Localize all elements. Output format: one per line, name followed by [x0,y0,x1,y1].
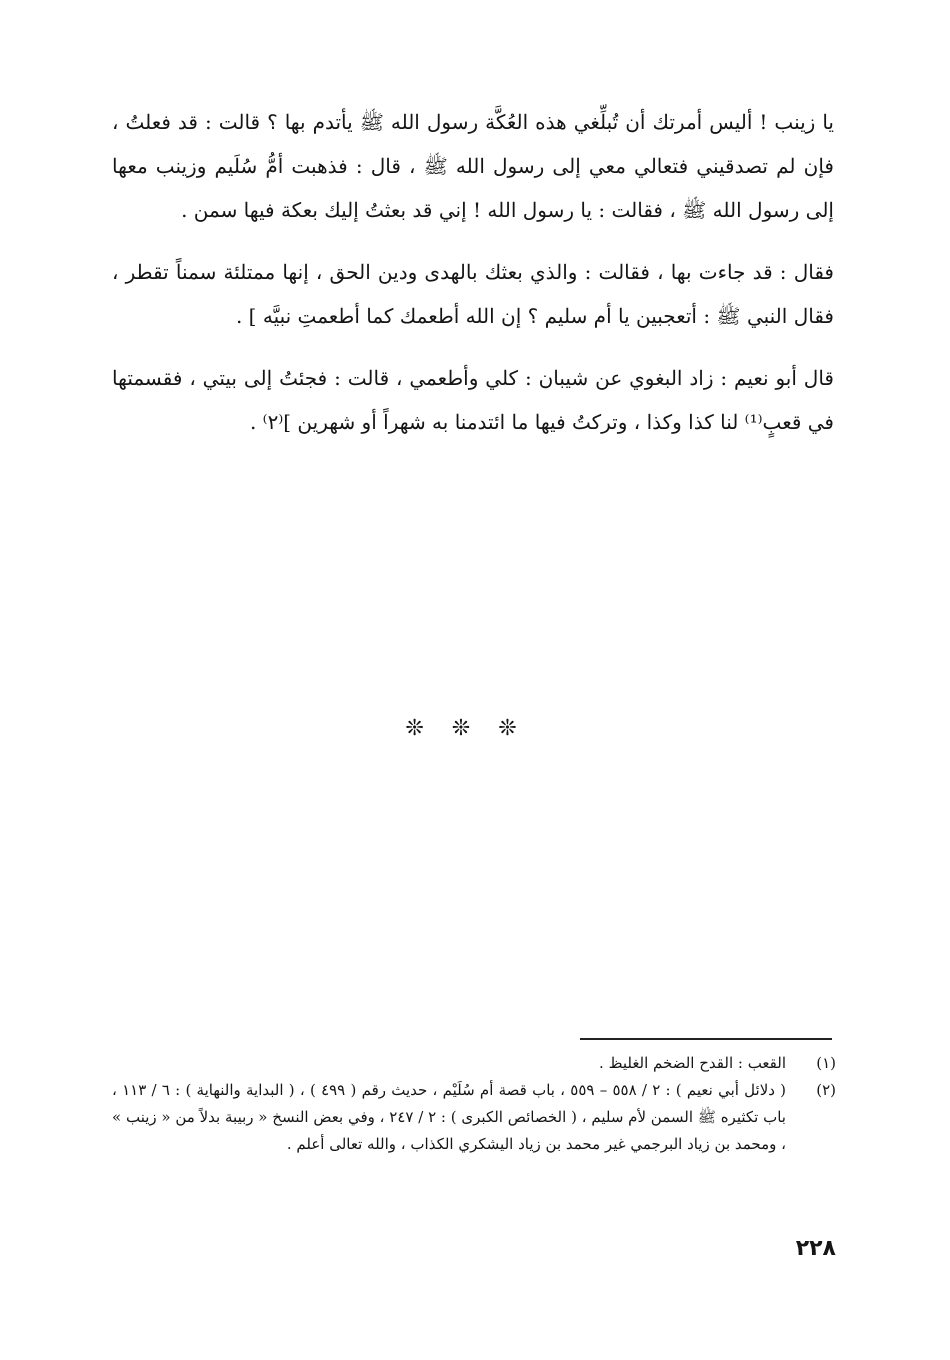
separator-star: ❊ [451,716,499,741]
footnote-number: (١) [816,1054,836,1072]
paragraph-2: فقال : قد جاءت بها ، فقالت : والذي بعثك بالهدى ودين الحق ، إنها ممتلئة سمناً تقطر ، فقال النبي ﷺ : أتعجبين يا أم سليم ؟ إن الله أطعمك كما أطعمتِ نبيَّه ] . [112,260,834,328]
footnote-text: ( دلائل أبي نعيم ) : ٢ / ٥٥٨ – ٥٥٩ ، باب قصة أم سُلَيْم ، حديث رقم ( ٤٩٩ ) ، ( البداية والنهاية ) : ٦ / ١١٣ ، باب تكثيره ﷺ السمن لأم سليم ، ( الخصائص الكبرى ) : ٢ / ٢٤٧ ، وفي بعض النسخ « ربيبة بدلاً من « زينب » ، ومحمد بن زياد البرجمي غير محمد بن زياد اليشكري الكذاب ، والله تعالى أعلم . [112,1081,787,1153]
section-separator [0,716,950,741]
paragraph-3: قال أبو نعيم : زاد البغوي عن شيبان : كلي وأطعمي ، قالت : فجئتُ إلى بيتي ، فقسمتها في قعبٍ⁽¹⁾ لنا كذا وكذا ، وتركتُ فيها ما ائتدمنا به شهراً أو شهرين ]⁽٢⁾ . [112,366,834,434]
footnote-divider [580,1038,832,1040]
separator-star: ❊ [498,716,545,741]
paragraph-1: يا زينب ! أليس أمرتك أن تُبلِّغي هذه العُكَّة رسول الله ﷺ يأتدم بها ؟ قالت : قد فعلتُ ، فإن لم تصدقيني فتعالي معي إلى رسول الله ﷺ ، قال : فذهبت أمُّ سُلَيم وزينب معها إلى رسول الله ﷺ ، فقالت : يا رسول الله ! إني قد بعثتُ إليك بعكة فيها سمن . [112,110,834,222]
separator-star: ❊ [405,716,452,741]
footnote-text: القعب : القدح الضخم الغليظ . [599,1054,786,1072]
footnotes [112,1050,836,1158]
main-text [112,100,834,462]
page-number: ٢٢٨ [795,1236,836,1261]
footnote-number: (٢) [816,1081,836,1099]
footnote-2 [112,1077,836,1158]
footnote-1 [112,1050,836,1077]
